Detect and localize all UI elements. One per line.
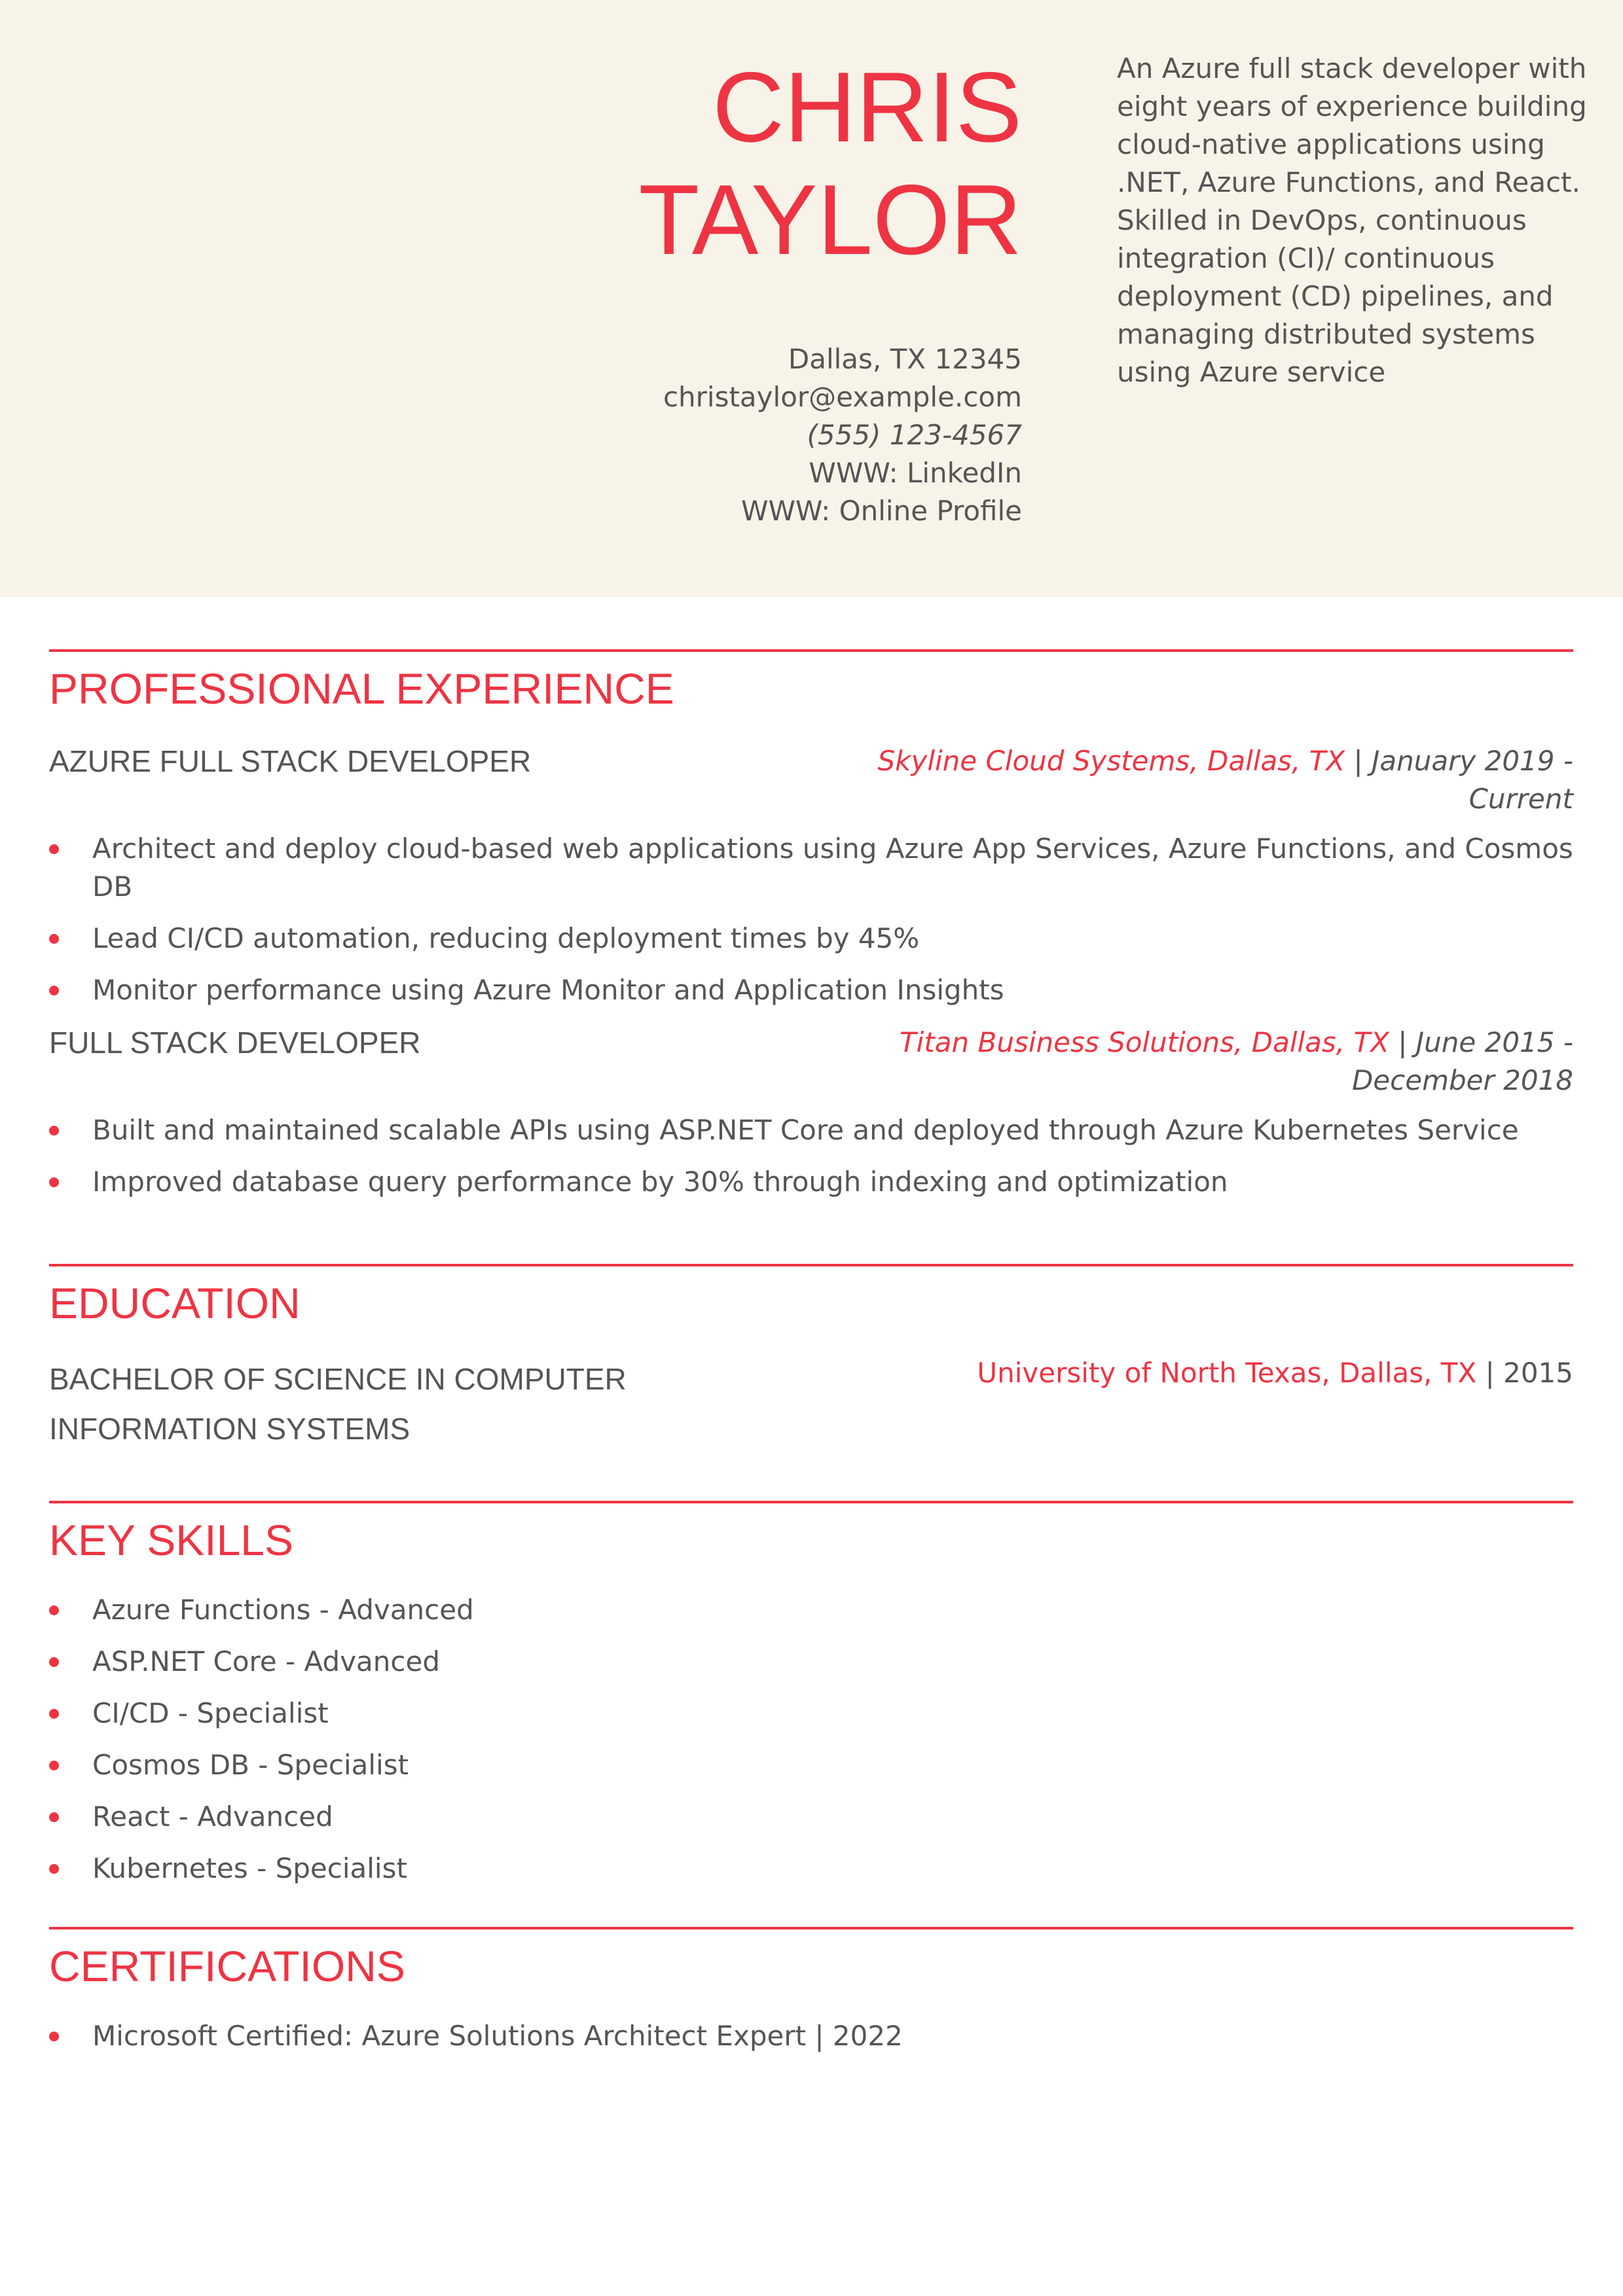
section-divider [49, 1501, 1573, 1503]
job-employer: Skyline Cloud Systems, Dallas, TX [877, 745, 1345, 777]
section-divider [49, 649, 1573, 652]
bullet-icon [49, 1761, 59, 1770]
first-name: CHRIS [712, 52, 1022, 163]
contact-address: Dallas, TX 12345 [788, 343, 1022, 375]
section-title-certifications: CERTIFICATIONS [49, 1942, 405, 1990]
contact-linkedin[interactable]: WWW: LinkedIn [809, 457, 1022, 489]
list-item: Architect and deploy cloud-based web applications using Azure App Services, Azure Functions, and Cosmos DB [49, 830, 1573, 906]
contact-email[interactable]: christaylor@example.com [663, 381, 1022, 413]
education-meta [853, 1354, 1573, 1392]
job-meta [820, 742, 1573, 818]
bullet-icon [49, 1709, 59, 1719]
professional-summary: An Azure full stack developer with eight years of experience building cloud-native applications using .NET, Azure Functions, and React. Skilled in DevOps, continuous integration (CI)/ continuous deployment (CD) pipelines, and managing distributed systems using Azure service [1117, 52, 1587, 388]
meta-separator: | [1345, 745, 1372, 777]
bullet-icon [49, 1177, 59, 1187]
job-bullets [49, 1111, 1573, 1201]
education-entry [49, 1354, 1573, 1459]
job-title: FULL STACK DEVELOPER [49, 1026, 421, 1060]
list-item: React - Advanced [49, 1798, 1573, 1836]
list-item: ASP.NET Core - Advanced [49, 1643, 1573, 1681]
list-item: Kubernetes - Specialist [49, 1850, 1573, 1888]
bullet-icon [49, 1864, 59, 1874]
bullet-icon [49, 986, 59, 996]
meta-separator: | [1476, 1357, 1504, 1389]
bullet-icon [49, 1812, 59, 1822]
bullet-icon [49, 844, 59, 854]
candidate-name [367, 51, 1022, 276]
bullet-icon [49, 1657, 59, 1667]
section-divider [49, 1264, 1573, 1266]
list-item: Monitor performance using Azure Monitor and Application Insights [49, 971, 1573, 1009]
bullet-icon [49, 1126, 59, 1136]
job-entry-header [49, 1024, 1573, 1107]
bullet-icon [49, 2032, 59, 2041]
meta-separator: | [1389, 1026, 1416, 1058]
section-title-experience: PROFESSIONAL EXPERIENCE [49, 664, 674, 713]
job-meta [820, 1024, 1573, 1100]
list-item: Microsoft Certified: Azure Solutions Architect Expert | 2022 [49, 2017, 1573, 2055]
list-item: Lead CI/CD automation, reducing deployment times by 45% [49, 920, 1573, 958]
section-divider [49, 1927, 1573, 1929]
job-entry-header [49, 742, 1573, 826]
bullet-icon [49, 1605, 59, 1615]
contact-block [367, 340, 1022, 530]
section-title-skills: KEY SKILLS [49, 1516, 294, 1564]
bullet-icon [49, 934, 59, 944]
list-item: Azure Functions - Advanced [49, 1591, 1573, 1629]
skills-section [49, 1501, 1573, 1901]
graduation-year: 2015 [1503, 1357, 1573, 1389]
contact-phone: (555) 123-4567 [807, 419, 1022, 451]
job-dates: June 2015 - December 2018 [1351, 1026, 1573, 1096]
list-item: Improved database query performance by 30% through indexing and optimization [49, 1163, 1573, 1201]
certifications-list [49, 2017, 1573, 2055]
section-title-education: EDUCATION [49, 1279, 301, 1327]
contact-online-profile[interactable]: WWW: Online Profile [740, 495, 1022, 527]
degree-title: BACHELOR OF SCIENCE IN COMPUTER INFORMATION SYSTEMS [49, 1362, 627, 1446]
list-item: CI/CD - Specialist [49, 1695, 1573, 1732]
last-name: TAYLOR [638, 164, 1022, 276]
resume-header [0, 0, 1623, 597]
experience-section [49, 649, 1573, 1215]
job-bullets [49, 830, 1573, 1009]
skills-list [49, 1591, 1573, 1888]
education-section [49, 1264, 1573, 1459]
certifications-section [49, 1927, 1573, 2069]
school-name: University of North Texas, Dallas, TX [977, 1357, 1477, 1389]
job-title: AZURE FULL STACK DEVELOPER [49, 744, 532, 778]
list-item: Built and maintained scalable APIs using ASP.NET Core and deployed through Azure Kubernetes Service [49, 1111, 1573, 1149]
list-item: Cosmos DB - Specialist [49, 1746, 1573, 1784]
job-employer: Titan Business Solutions, Dallas, TX [900, 1026, 1389, 1058]
job-dates: January 2019 - Current [1372, 745, 1573, 815]
